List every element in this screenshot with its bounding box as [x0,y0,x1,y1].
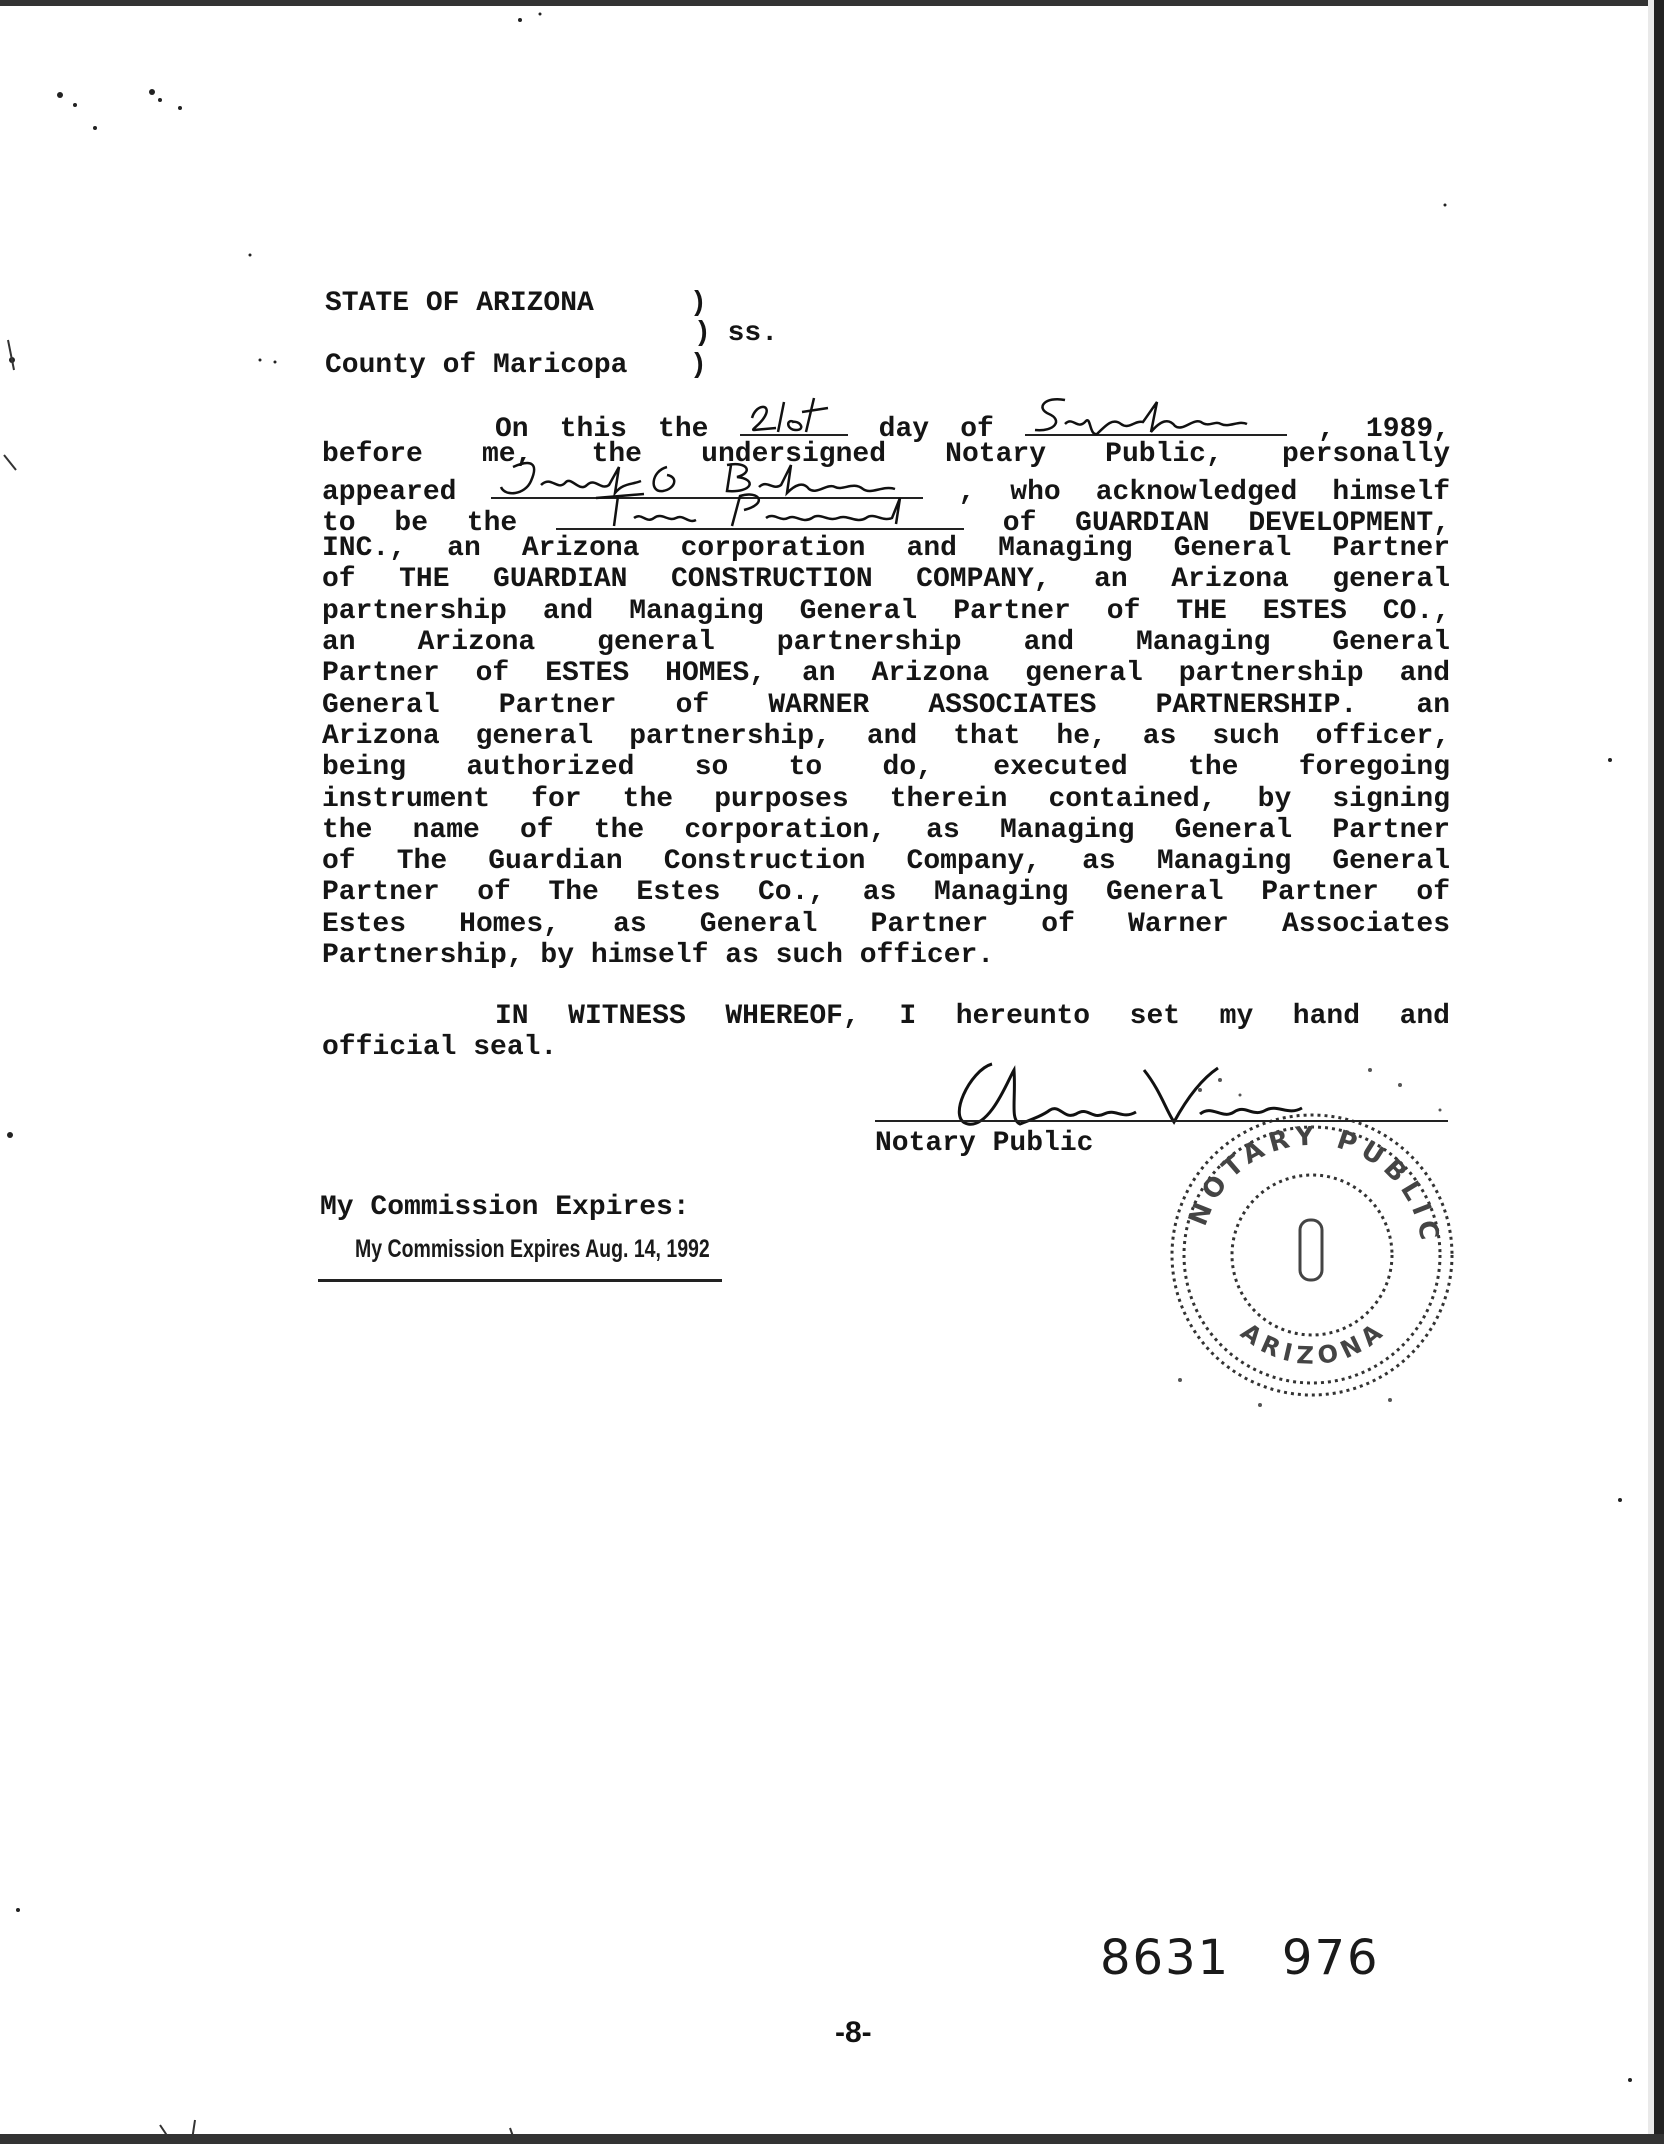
text-fragment: to be the [322,507,518,539]
caption-ss: ) ss. [694,318,779,349]
text-line: instrument for the purposes therein contained, by signing [322,783,1450,815]
text-line: Arizona general partnership, and that he, as such officer, [322,720,1450,752]
text-line: official seal. [322,1032,558,1064]
day-handwritten-signature [740,394,848,438]
svg-text:ARIZONA [1236,1315,1392,1370]
text-line: General Partner of WARNER ASSOCIATES PARTNERSHIP. an [322,689,1450,721]
notary-signature [930,1040,1320,1140]
notary-signature-line [875,1120,1448,1122]
seal-top-text: NOTARY PUBLIC [1183,1121,1446,1249]
text-line: INC., an Arizona corporation and Managing General Partner [322,533,1450,565]
text-fragment: On this the [495,414,709,445]
text-line: Estes Homes, as General Partner of Warner Associates [322,908,1450,940]
text-line: being authorized so to do, executed the foregoing [322,752,1450,784]
seal-bottom-text: ARIZONA [1235,1314,1392,1371]
text-fragment: of GUARDIAN DEVELOPMENT, [1002,507,1451,539]
page-number: -8- [835,2016,872,2049]
day-fill-line [740,408,848,436]
text-line: Partner of The Estes Co., as Managing General Partner of [322,877,1450,909]
text-fragment: , who acknowledged himself [958,476,1451,508]
text-line: Partnership, by himself as such officer. [322,940,995,972]
commission-expiry-stamp: My Commission Expires Aug. 14, 1992 [355,1235,710,1263]
caption-bracket: ) [690,288,707,319]
month-fill-line [1025,408,1287,436]
text-fragment: day of [878,414,994,445]
text-line: before me, the undersigned Notary Public, personally [322,439,1450,471]
caption-bracket: ) [690,350,707,381]
text-line: an Arizona general partnership and Managing General [322,627,1450,659]
text-fragment: , 1989, [1318,414,1450,445]
text-line: of The Guardian Construction Company, as Managing General [322,846,1450,878]
text-line: of THE GUARDIAN CONSTRUCTION COMPANY, an Arizona general [322,564,1450,596]
title-handwritten-signature [556,488,964,532]
title-fill-line [556,502,964,530]
commission-expiry-line [318,1279,722,1282]
text-line: the name of the corporation, as Managing General Partner [322,814,1450,846]
text-fragment: appeared [322,476,457,508]
caption-county: County of Maricopa [325,350,628,381]
notary-public-label: Notary Public [875,1128,1094,1159]
caption-state: STATE OF ARIZONA [325,288,594,319]
document-number: 8631 976 [1100,1930,1380,1986]
acknowledgment-paragraph [322,408,1450,971]
commission-expires-label: My Commission Expires: [320,1192,690,1223]
text-line: Partner of ESTES HOMES, an Arizona general partnership and [322,658,1450,690]
text-line: IN WITNESS WHEREOF, I hereunto set my hand and [495,1001,1450,1032]
month-handwritten-signature [1025,394,1287,438]
text-line: partnership and Managing General Partner of THE ESTES CO., [322,595,1450,627]
svg-text:NOTARY PUBLIC [1183,1122,1445,1249]
